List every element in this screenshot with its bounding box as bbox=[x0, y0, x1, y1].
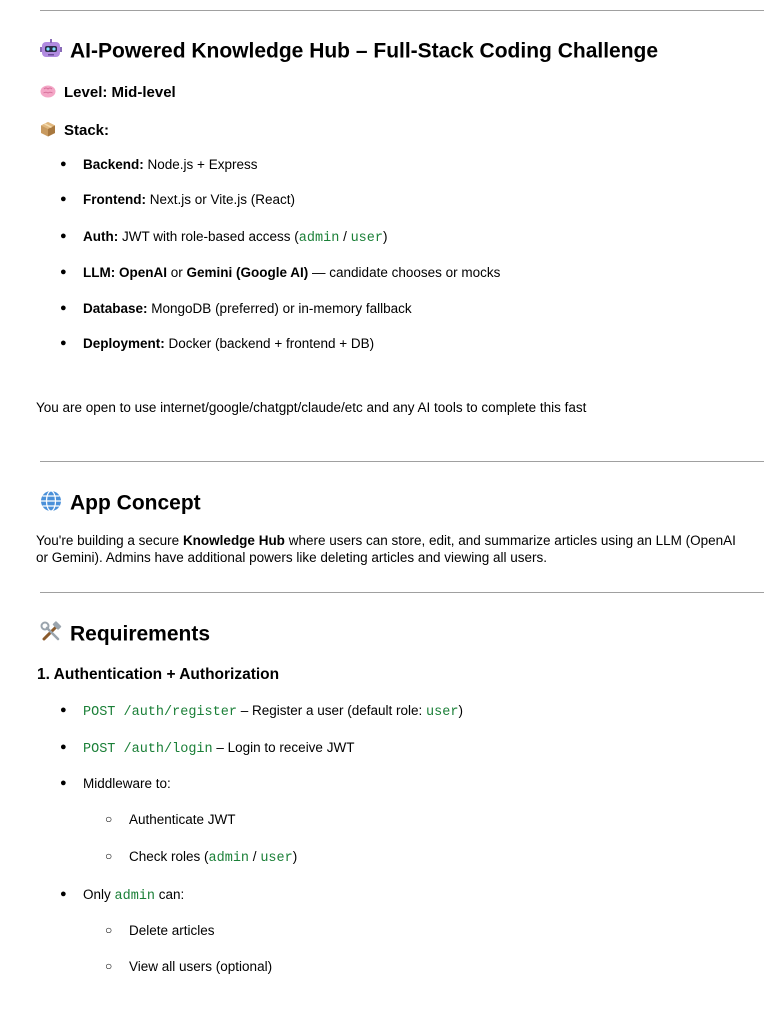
bullet-dot: ● bbox=[60, 888, 67, 900]
list-item-login bbox=[83, 740, 354, 757]
separator: / bbox=[339, 229, 351, 244]
code-user: user bbox=[426, 705, 459, 720]
subheading-auth: 1. Authentication + Authorization bbox=[37, 666, 280, 683]
concept-bold: Knowledge Hub bbox=[182, 533, 285, 548]
list-item-frontend bbox=[83, 192, 295, 207]
item-text: Next.js or Vite.js (React) bbox=[146, 192, 296, 207]
bullet-dot: ● bbox=[60, 704, 67, 716]
list-item-view-users: View all users (optional) bbox=[129, 959, 273, 974]
robot-icon bbox=[40, 38, 62, 66]
requirements-heading-text: Requirements bbox=[70, 622, 211, 646]
bullet-dot: ● bbox=[60, 230, 67, 242]
item-text: or bbox=[167, 265, 187, 280]
concept-text: You're building a secure bbox=[36, 533, 183, 548]
item-text: can: bbox=[155, 887, 185, 902]
sub-bullet-circle: ○ bbox=[105, 812, 113, 826]
note-text: You are open to use internet/google/chatgpt/claude/etc and any AI tools to complete this fast bbox=[36, 400, 587, 415]
list-item-only-admin bbox=[83, 887, 184, 904]
globe-icon bbox=[40, 490, 62, 518]
page-title-text: AI-Powered Knowledge Hub – Full-Stack Coding Challenge bbox=[70, 39, 659, 63]
package-icon bbox=[40, 121, 56, 141]
sub-bullet-circle: ○ bbox=[105, 923, 113, 937]
label: Backend: bbox=[83, 157, 144, 172]
list-item-backend bbox=[83, 157, 257, 172]
list-item-auth bbox=[83, 229, 387, 246]
divider bbox=[40, 461, 764, 462]
concept-heading bbox=[40, 490, 201, 518]
list-item-check-roles bbox=[129, 849, 297, 866]
list-item-database bbox=[83, 301, 412, 316]
code-admin: admin bbox=[114, 889, 156, 904]
code-admin: admin bbox=[208, 851, 250, 866]
label: Frontend: bbox=[83, 192, 146, 207]
item-text: Node.js + Express bbox=[143, 157, 258, 172]
code-user: user bbox=[350, 231, 383, 246]
item-text: ) bbox=[292, 849, 298, 864]
list-item-deployment bbox=[83, 336, 374, 351]
item-text: ) bbox=[458, 703, 463, 718]
item-text: ) bbox=[382, 229, 388, 244]
list-item-middleware: Middleware to: bbox=[83, 776, 171, 791]
divider bbox=[40, 592, 764, 593]
bullet-dot: ● bbox=[60, 158, 67, 170]
list-item-register bbox=[83, 703, 463, 720]
brain-icon bbox=[40, 83, 56, 103]
requirements-heading bbox=[40, 621, 210, 649]
code-endpoint-login: POST /auth/login bbox=[83, 742, 213, 757]
bullet-dot: ● bbox=[60, 193, 67, 205]
tools-icon bbox=[40, 621, 62, 649]
label: Gemini (Google AI) bbox=[186, 265, 309, 280]
list-item-authenticate-jwt: Authenticate JWT bbox=[129, 812, 236, 827]
label: Auth: bbox=[83, 229, 119, 244]
bullet-dot: ● bbox=[60, 337, 67, 349]
item-text: MongoDB (preferred) or in-memory fallback bbox=[147, 301, 412, 316]
stack-heading bbox=[40, 121, 109, 141]
concept-paragraph bbox=[36, 532, 736, 566]
code-user: user bbox=[260, 851, 293, 866]
item-text: – Register a user (default role: bbox=[236, 703, 427, 718]
bullet-dot: ● bbox=[60, 777, 67, 789]
code-endpoint-register: POST /auth/register bbox=[83, 705, 237, 720]
label: Database: bbox=[83, 301, 148, 316]
bullet-dot: ● bbox=[60, 741, 67, 753]
concept-heading-text: App Concept bbox=[70, 491, 201, 515]
item-text: Docker (backend + frontend + DB) bbox=[164, 336, 375, 351]
separator: / bbox=[249, 849, 261, 864]
sub-bullet-circle: ○ bbox=[105, 959, 113, 973]
divider-top bbox=[40, 10, 764, 11]
list-item-llm bbox=[83, 265, 500, 280]
item-text: Check roles ( bbox=[129, 849, 209, 864]
list-item-delete-articles: Delete articles bbox=[129, 923, 215, 938]
item-text: JWT with role-based access ( bbox=[118, 229, 299, 244]
concept-text: where users can store, edit, and summarize articles using an LLM (OpenAI or Gemini). Admins have additional powers like deleting articles and viewing all users. bbox=[36, 533, 736, 565]
label: Deployment: bbox=[83, 336, 165, 351]
item-text: – Login to receive JWT bbox=[212, 740, 355, 755]
item-text: — candidate chooses or mocks bbox=[308, 265, 501, 280]
item-text: Only bbox=[83, 887, 115, 902]
bullet-dot: ● bbox=[60, 302, 67, 314]
code-admin: admin bbox=[298, 231, 340, 246]
level-heading bbox=[40, 83, 176, 103]
sub-bullet-circle: ○ bbox=[105, 849, 113, 863]
bullet-dot: ● bbox=[60, 266, 67, 278]
label: LLM: OpenAI bbox=[83, 265, 167, 280]
page-title bbox=[40, 38, 658, 66]
stack-heading-text: Stack: bbox=[64, 121, 110, 139]
level-text: Level: Mid-level bbox=[64, 83, 176, 101]
